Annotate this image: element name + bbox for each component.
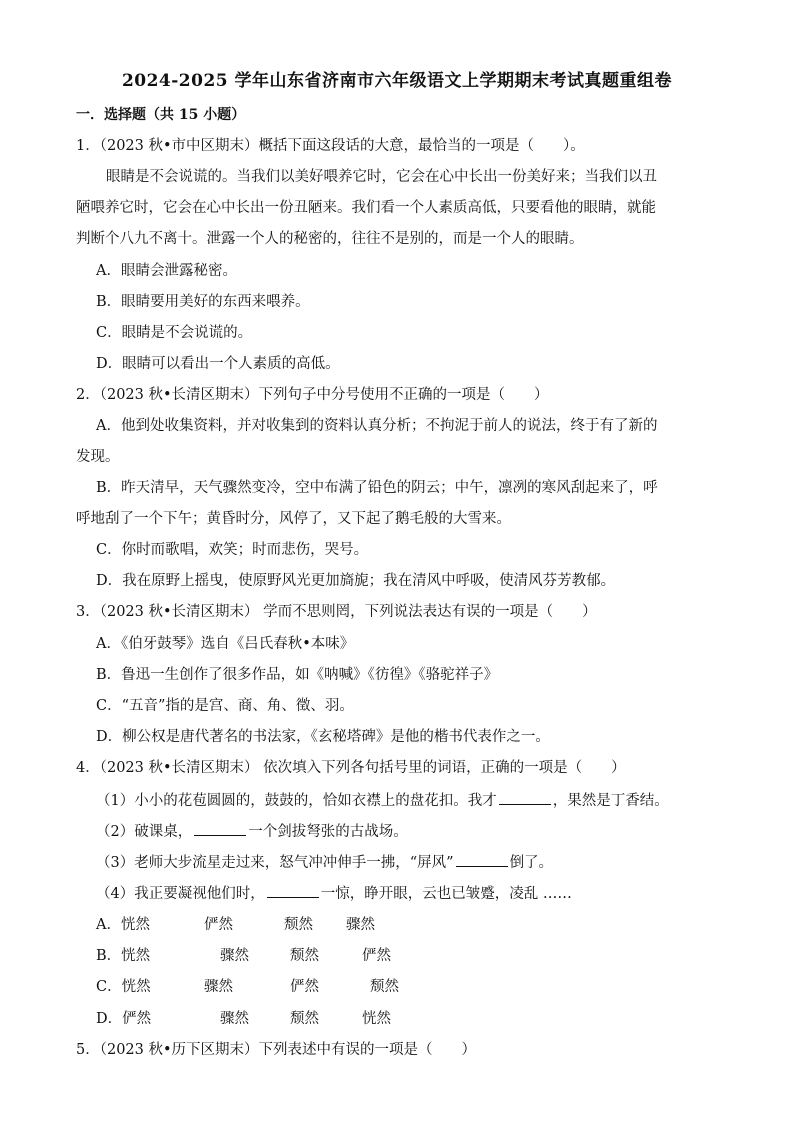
option-word: A．恍然 [96, 917, 150, 933]
sentence-1-part-1: （1）小小的花苞圆圆的，鼓鼓的，恰如衣襟上的盘花扣。我才 [96, 793, 497, 809]
question-1-option-c: C．眼睛是不会说谎的。 [96, 325, 253, 341]
question-1-passage-line-3: 判断个八九不离十。泄露一个人的秘密的，往往不是别的，而是一个人的眼睛。 [76, 231, 584, 247]
option-word: 颓然 [284, 917, 313, 933]
option-word: D．俨然 [96, 1011, 152, 1027]
question-4-sentence-4 [96, 883, 572, 904]
question-4-sentence-1 [96, 790, 669, 811]
fill-blank [499, 790, 551, 805]
question-4-sentence-2 [96, 821, 408, 842]
sentence-2-part-1: （2）破课桌， [96, 824, 193, 840]
option-word: 颓然 [290, 1011, 319, 1027]
fill-blank [267, 883, 319, 898]
question-1-passage-line-2: 陋喂养它时，它会在心中长出一份丑陋来。我们看一个人素质高低，只要看他的眼睛，就能 [76, 200, 656, 216]
question-4-option-a [96, 915, 375, 935]
option-word: 俨然 [362, 948, 391, 964]
question-4-option-c [96, 977, 399, 997]
option-word: 骤然 [220, 948, 249, 964]
question-4-sentence-3 [96, 852, 553, 873]
option-word: 颓然 [370, 979, 399, 995]
fill-blank [194, 821, 246, 836]
sentence-4-part-1: （4）我正要凝视他们时， [96, 886, 265, 902]
question-2-option-d: D．我在原野上摇曳，使原野风光更加旖旎；我在清风中呼吸，使清风芬芳教郁。 [96, 573, 616, 589]
fill-blank [456, 852, 508, 867]
option-word: 恍然 [362, 1011, 391, 1027]
question-4-option-b [96, 946, 391, 966]
question-4-option-d [96, 1009, 391, 1029]
question-4-stem: 4．（2023 秋•长清区期末） 依次填入下列各句括号里的词语，正确的一项是（ ） [76, 760, 626, 776]
question-1-option-d: D．眼睛可以看出一个人素质的高低。 [96, 356, 340, 372]
sentence-4-part-2: 一惊，睁开眼，云也已皱蹙，凌乱 …… [320, 886, 572, 902]
option-word: 骤然 [204, 979, 233, 995]
option-word: C．恍然 [96, 979, 151, 995]
question-1-option-a: A．眼睛会泄露秘密。 [96, 263, 237, 279]
question-2-option-a-line-2: 发现。 [76, 449, 120, 465]
question-3-option-a: A．《伯牙鼓琴》选自《吕氏春秋•本味》 [96, 636, 355, 652]
option-word: 颓然 [290, 948, 319, 964]
page-title: 2024-2025 学年山东省济南市六年级语文上学期期末考试真题重组卷 [121, 71, 673, 91]
option-word: 骤然 [220, 1011, 249, 1027]
question-2-stem: 2．（2023 秋•长清区期末）下列句子中分号使用不正确的一项是（ ） [76, 387, 549, 403]
question-2-option-b-line-2: 呼地刮了一个下午；黄昏时分，风停了，又下起了鹅毛般的大雪来。 [76, 511, 511, 527]
sentence-2-part-2: 一个剑拔弩张的古战场。 [248, 824, 408, 840]
section-heading: 一．选择题（共 15 小题） [76, 107, 246, 123]
question-1-option-b: B．眼睛要用美好的东西来喂养。 [96, 294, 310, 310]
question-1-passage-line-1: 眼睛是不会说谎的。当我们以美好喂养它时，它会在心中长出一份美好来；当我们以丑 [106, 169, 657, 185]
question-3-option-c: C．“五音”指的是宫、商、角、徵、羽。 [96, 698, 354, 714]
question-2-option-b-line-1: B．昨天清早，天气骤然变冷，空中布满了铅色的阴云；中午，凛冽的寒风刮起来了，呼 [96, 480, 658, 496]
sentence-1-part-2: ，果然是丁香结。 [552, 793, 669, 809]
sentence-3-part-2: 倒了。 [509, 855, 554, 871]
question-2-option-a-line-1: A．他到处收集资料，并对收集到的资料认真分析；不拘泥于前人的说法，终于有了新的 [96, 418, 658, 434]
question-3-stem: 3．（2023 秋•长清区期末） 学而不思则罔，下列说法表达有误的一项是（ ） [76, 604, 597, 620]
question-5-stem: 5．（2023 秋•历下区期末）下列表述中有误的一项是（ ） [76, 1042, 477, 1058]
question-3-option-d: D．柳公权是唐代著名的书法家，《玄秘塔碑》是他的楷书代表作之一。 [96, 729, 550, 745]
option-word: 俨然 [290, 979, 319, 995]
question-2-option-c: C．你时而歌唱，欢笑；时而悲伤，哭号。 [96, 542, 369, 558]
option-word: 俨然 [204, 917, 233, 933]
option-word: 骤然 [346, 917, 375, 933]
question-3-option-b: B．鲁迅一生创作了很多作品，如《呐喊》《彷徨》《骆驼祥子》 [96, 667, 499, 683]
option-word: B．恍然 [96, 948, 151, 964]
question-1-stem: 1．（2023 秋•市中区期末）概括下面这段话的大意，最恰当的一项是（ ）。 [76, 138, 585, 154]
sentence-3-part-1: （3）老师大步流星走过来，怒气冲冲伸手一拂，“屏风” [96, 855, 454, 871]
